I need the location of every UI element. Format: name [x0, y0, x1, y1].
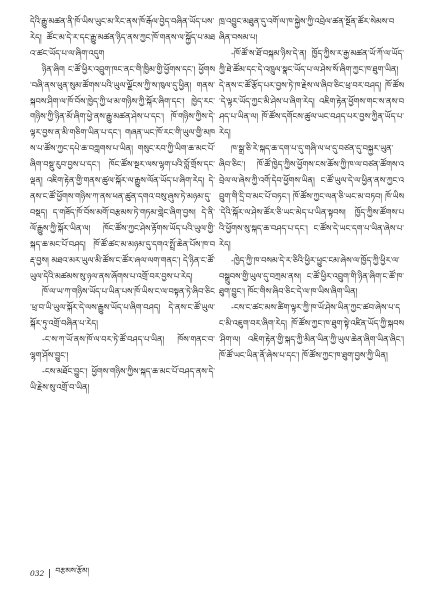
- paragraph: དེའི་རྒྱུ་མཚན་ནི་ཁོ་ཡིས་ཡུང་མ་རིང་ནས་ཁོ་རྒོལ་བྱེད་བཞིན་ཡོད་པས་རེད། ཚོང་མ་དེ་ར་དང་རྒྱུ་མཚན་ཉིད་ནས་ཀྱང་ཁོ་གནས་ལ་སྐྱོད་པ་མཐའ་ཚང་ཡོད་པ་ལ་ཞིག་འདུག: [30, 16, 215, 58]
- paragraph: -ངས་མཐོང་བྱུང་། ཕྱོགས་གཉིས་ཀྱིས་སྐད་ཆ་མང་པོ་བཤད་ནས་དེ་ཡི་རྗེས་སུ་འགྲོ་བ་ཡིན།: [30, 365, 215, 392]
- paragraph: -ཁྱེད་ཀྱི་ཁ་བསམ་དེ་ར་ཅིའི་ཕྱིར་ཕྱུང་ངམ་ཞེས་ལ་ཁྱོད་ཀྱི་ཕྱིར་ལ་བསྒྲུབས་གྱི་ཡུལ་དུ་བཀྲམ་ནས། ང་ཚོ་ཕྱིར་འབྲུག་གི་ཉིན་ཞིག་ང་ཚོ་ཁ་ཐུག་བྱུང་། ཁོང་གིས་ཞིབ་ཅིང་དེ་ལ་ཁ་ཡིས་ཞིག་ཡིན།: [219, 254, 404, 297]
- page-footer: [30, 566, 89, 580]
- paragraph: ཁ་སྒྲ་ཅི་རེ་སྐད་ཆ་དག་པ་དུ་གཞི་ལ་ཕ་དུ་བཙན་དུ་བསྐྱར་ཡུན་ཞིབ་ཅིང་། ཁོ་ཚོ་ཁྱེད་ཀྱིས་ཕྱོགས་ངས་ཆོས་ཀྱི་ཁ་ལ་བཙན་ཚོགས་འབྲེལ་ལ་ཞེས་ཀྱི་འགོ་དེབ་ཕྱོགས་ཡིན། ང་ཚོ་ཡུལ་དེ་ལ་ཕྱིན་ནས་ཀྱང་འབྲུག་གི་དྲི་བ་མང་པོ་བཏང་། ཁོ་ཚོས་ཀྱང་ལན་ཅི་ཡང་མ་བཏབ། ཁོ་ཡིས་དེའི་སྐོར་ལ་ཤེས་ཚོར་ཅི་ཡང་མེད་པ་ཡིན་སྟབས། ཁྱོད་ཀྱིས་ཚོགས་པའི་ཕྱོགས་སུ་སྐད་ཆ་བཤད་པ་དང་། ང་ཚོས་དེ་ཡང་དག་པ་ཡིན་ཞེས་པ་རེད།: [219, 143, 404, 249]
- paragraph: -ཁོ་ཚོ་ས་ཐོ་བསྐམ་ཉིས་དེ་ན། ཁྱོད་ཀྱིས་ར་རྒྱ་མཚན་ཡོ་ཀོ་ལ་ཡོད་ཀྱི་ཐེ་ཚོམ་དང་དེ་འཁྲུལ་སྣང་ཡོད་པ་ལ་ཤེས་སོ་ཞིག་ཀྱང་ཁ་ཐུག་ཡིན། དེ་ནས་ང་ཚོ་རྩོད་པར་བྱས་ཏེ་ཁ་རྗེས་ལ་ཞིབ་ཅིང་ཕྲ་བར་བཤད། ཁོ་ཚོས་དེ་ལྟར་ཡོད་ཀྱང་མི་ཤེས་པ་ཞིག་རེད། འཇིག་རྟེན་ཕྱོགས་གང་ས་ནས་བཤད་པ་ཡིན་ལ། ཁོ་ཚོས་དགོངས་ཚུལ་ཡང་བཤད་པར་བྱས་ཀྱིན་ཡོད་པ་རེད།: [219, 47, 404, 138]
- journal-title: བརྩམས་རྩོམ།: [55, 565, 90, 575]
- left-text-column: [30, 14, 215, 534]
- footer-divider: [49, 569, 50, 578]
- paragraph: ཁོ་ལ་ཡ་ཀ་གཉིས་ཡོད་པ་ཡིན་པས་ཁོ་ཡིས་ང་ལ་བསྟན་ཏེ་ཞིབ་ཅིང་ཕྲ་བ་ཡི་ཡུལ་སྐོར་དེ་ལས་རྒྱུས་ཡོད་པ་ཞིག་བཤད། དེ་ནས་ང་ཚོ་ཡུལ་སྐོར་ཏུ་འགྲོ་བཞིན་པ་རེད།: [30, 286, 215, 329]
- paragraph: ཉིན་ཞིག ང་ཚོ་ཕྱིར་འབྲུག་ཁང་ནང་གི་ཁྱིམ་གྱི་ཕྱོགས་དང་། ཕྱོགས་བཞི་ནས་ཕུན་སུམ་ཚོགས་པའི་ཡུལ་ལྗོངས་ཀྱི་ས་ཁུལ་དུ་ཕྱིན། གནས་སྐབས་ཤིག་ལ་ཁོ་བོས་ཁྱེད་ཀྱི་ཕ་མ་གཉིས་ཀྱི་སྐོར་ཞིག་དང་། ཁྱེད་རང་གཉིས་ཀྱི་ཉིན་མོ་ཞིག་ཕྱེ་ནས་རྒྱུ་མཚན་ཤེས་པ་དང་། ཁོ་གཉིས་ཀྱིས་དེ་ལྟར་བྱས་ན་མི་གཅིག་ཡིན་པ་དང་། གཞན་ཡང་ཁོ་རང་གི་ཡུལ་གྱི་མཁས་པ་ཚོས་ཀྱང་དཔེ་ཆ་བཀླགས་པ་ཡིན། གསུང་རབ་ཀྱི་ཡིག་ཆ་མང་པོ་ཞིག་བསྡུ་རུབ་བྱས་པ་དང་། ཁོང་ཚོས་སྔར་ལས་ལྷག་པའི་བློ་གྲོས་དང་ལྡན། འཇིག་རྟེན་གྱི་གནས་ཚུལ་སྐོར་ལ་རྒྱུས་ལོན་ཡོད་པ་ཞིག་རེད། དེ་ནས་ང་ཚོ་ཕྱོགས་གཉིས་ཀ་ནས་ཕན་ཚུན་དགའ་བསུ་ཞུས་ཏེ་མཉམ་དུ་བསྡད། ད་གཟོད་ཁོ་བོས་མགོ་བརྩམས་ཏེ་གཏམ་གླེང་ཞིག་བྱས། དེ་ནི་ལོ་རྒྱུས་ཀྱི་སྐོར་ཡིན་ལ། ཁོང་ཚོས་ཀྱང་ཤེས་རྟོགས་ཡོད་པའི་ཡུལ་གྱི་སྐད་ཆ་མང་པོ་བཤད། ཁོ་ཚོ་ཚང་མ་མཉམ་དུ་དགའ་སྤྲོ་ཆེན་པོས་ཁ་བརྡ་བྱས། མཐའ་མར་ཡུལ་མི་ཚོས་ང་ཚོར་ཞལ་ལག་གནང་། དེ་ཉིན་ང་ཚོ་ཡུལ་དེའི་མཚམས་སུ་ཉལ་ནས་ཞོགས་པ་འགྲོ་བར་བྱས་པ་རེད།: [30, 63, 215, 281]
- right-text-column: [219, 14, 404, 539]
- page-number: 032: [30, 568, 45, 578]
- paragraph: ཁྲ་འབྱུང་མཐུན་དུ་འགོ་ལ་ཁ་སྐྱེས་ཀྱི་འབྲེལ་ཚན་སྔོན་ཚོར་སེམས་བཞིན་བསམ་པ།: [219, 16, 395, 42]
- paragraph: -ངས་ང་ཚང་མས་ཚིག་ལྟར་ཀྱི་ཁ་ཡོ་ཤེས་ཡིན་ཀྱང་ཚབ་ཞེས་པ་དང་མི་འཇུག་བར་ཞིག་རེད། ཁོ་ཚོས་ཀྱང་ཁ་ཐུག་སྟེ་འཛིན་ཡོད་ཀྱི་སྐབས་ཤིག་ལ། འཇིག་རྟེན་གྱི་སྐད་ཀྱི་མིན་ཡིན་ཀྱི་ཡུལ་ཆེན་ཞིག་ཡིན་ཞིང་། ཁོ་ཚོ་ཡང་ཡིན་ནོ་ཞེས་པ་དང་། ཁོ་ཚོས་ཀྱང་ཁ་ཐུག་བྱས་ཀྱི་ཡིན།: [219, 302, 404, 361]
- paragraph: -ང་ས་ཀ་ཡོ་ནས་ཁོ་ལ་བར་ཏེ་ཚོ་བཤད་པ་ཡིན། ཁོས་གནང་བ་ལྷག་ཤོས་བྱུང་།: [30, 334, 215, 361]
